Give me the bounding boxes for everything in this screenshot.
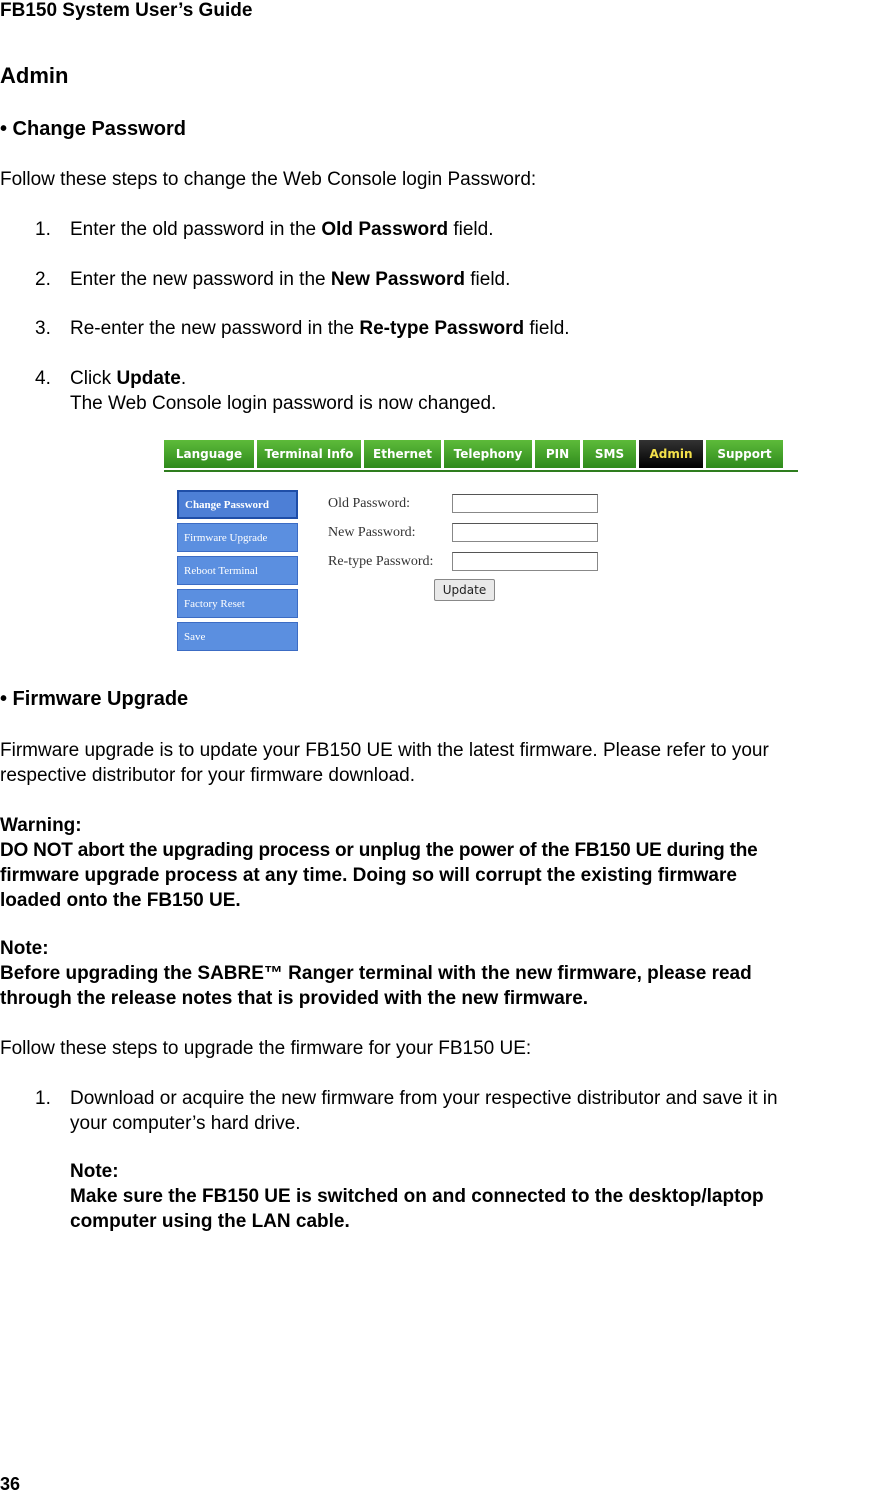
new-password-label: New Password: — [328, 525, 416, 540]
tab-support[interactable]: Support — [706, 440, 783, 468]
tab-admin[interactable]: Admin — [639, 440, 703, 468]
old-password-input[interactable] — [452, 494, 598, 513]
step-number: 1. — [35, 219, 51, 240]
tab-telephony[interactable]: Telephony — [444, 440, 532, 468]
step-text: field. — [448, 219, 494, 240]
firmware-step-1-line-2: your computer’s hard drive. — [70, 1113, 301, 1134]
step-note-line-1: Make sure the FB150 UE is switched on and connected to the desktop/laptop — [70, 1186, 764, 1207]
warning-line-2: firmware upgrade process at any time. Doing so will corrupt the existing firmware — [0, 865, 737, 886]
warning-line-3: loaded onto the FB150 UE. — [0, 890, 241, 911]
retype-password-input[interactable] — [452, 552, 598, 571]
note-line-1: Before upgrading the SABRE™ Ranger terminal with the new firmware, please read — [0, 963, 752, 984]
warning-label: Warning: — [0, 815, 82, 836]
step-number: 2. — [35, 269, 51, 290]
step-note-line-2: computer using the LAN cable. — [70, 1211, 350, 1232]
sidebar-item-save[interactable]: Save — [177, 622, 298, 651]
change-password-intro: Follow these steps to change the Web Console login Password: — [0, 169, 537, 190]
step-text: Download or acquire the new firmware from your respective distributor and save it in — [70, 1088, 778, 1109]
change-password-heading: • Change Password — [0, 118, 186, 140]
step-note-label: Note: — [70, 1161, 119, 1182]
tab-ethernet[interactable]: Ethernet — [364, 440, 441, 468]
step-text: field. — [464, 269, 511, 290]
warning-line-1: DO NOT abort the upgrading process or unplug the power of the FB150 UE during the — [0, 840, 758, 861]
tab-sms[interactable]: SMS — [583, 440, 636, 468]
step-text: . — [180, 368, 187, 389]
note-line-2: through the release notes that is provided with the new firmware. — [0, 988, 589, 1009]
tab-terminal-info[interactable]: Terminal Info — [257, 440, 361, 468]
step-text: Click — [70, 368, 117, 389]
step-number: 3. — [35, 318, 51, 339]
top-nav — [164, 440, 798, 472]
step-text: field. — [524, 318, 570, 339]
firmware-upgrade-heading: • Firmware Upgrade — [0, 688, 189, 710]
step-2 — [35, 267, 510, 292]
firmware-steps-intro: Follow these steps to upgrade the firmware for your FB150 UE: — [0, 1038, 532, 1059]
step-1 — [35, 217, 494, 242]
step-field-name: Old Password — [321, 219, 449, 240]
step-number: 1. — [35, 1088, 51, 1109]
step-text: Enter the old password in the — [70, 219, 322, 240]
note-label: Note: — [0, 938, 49, 959]
step-field-name: Update — [116, 368, 181, 389]
step-field-name: Re-type Password — [359, 318, 525, 339]
admin-sidebar — [177, 490, 298, 655]
old-password-label: Old Password: — [328, 496, 411, 511]
step-field-name: New Password — [330, 269, 465, 290]
sidebar-item-factory-reset[interactable]: Factory Reset — [177, 589, 298, 618]
sidebar-item-reboot-terminal[interactable]: Reboot Terminal — [177, 556, 298, 585]
firmware-intro-line-2: respective distributor for your firmware download. — [0, 765, 416, 786]
document-header: FB150 System User’s Guide — [0, 0, 253, 21]
step-3 — [35, 316, 570, 341]
step-4 — [35, 366, 186, 391]
change-password-result: The Web Console login password is now changed. — [70, 393, 497, 414]
section-title: Admin — [0, 63, 69, 88]
firmware-step-1 — [35, 1086, 778, 1111]
page-number: 36 — [0, 1474, 21, 1494]
retype-password-label: Re-type Password: — [328, 554, 434, 569]
tab-language[interactable]: Language — [164, 440, 254, 468]
step-text: Re-enter the new password in the — [70, 318, 360, 339]
update-button[interactable]: Update — [434, 579, 495, 601]
step-text: Enter the new password in the — [70, 269, 331, 290]
sidebar-item-change-password[interactable]: Change Password — [177, 490, 298, 519]
admin-screenshot — [164, 440, 798, 655]
step-number: 4. — [35, 368, 51, 389]
tab-pin[interactable]: PIN — [535, 440, 580, 468]
new-password-input[interactable] — [452, 523, 598, 542]
sidebar-item-firmware-upgrade[interactable]: Firmware Upgrade — [177, 523, 298, 552]
firmware-intro-line-1: Firmware upgrade is to update your FB150 UE with the latest firmware. Please refer to your — [0, 740, 769, 761]
